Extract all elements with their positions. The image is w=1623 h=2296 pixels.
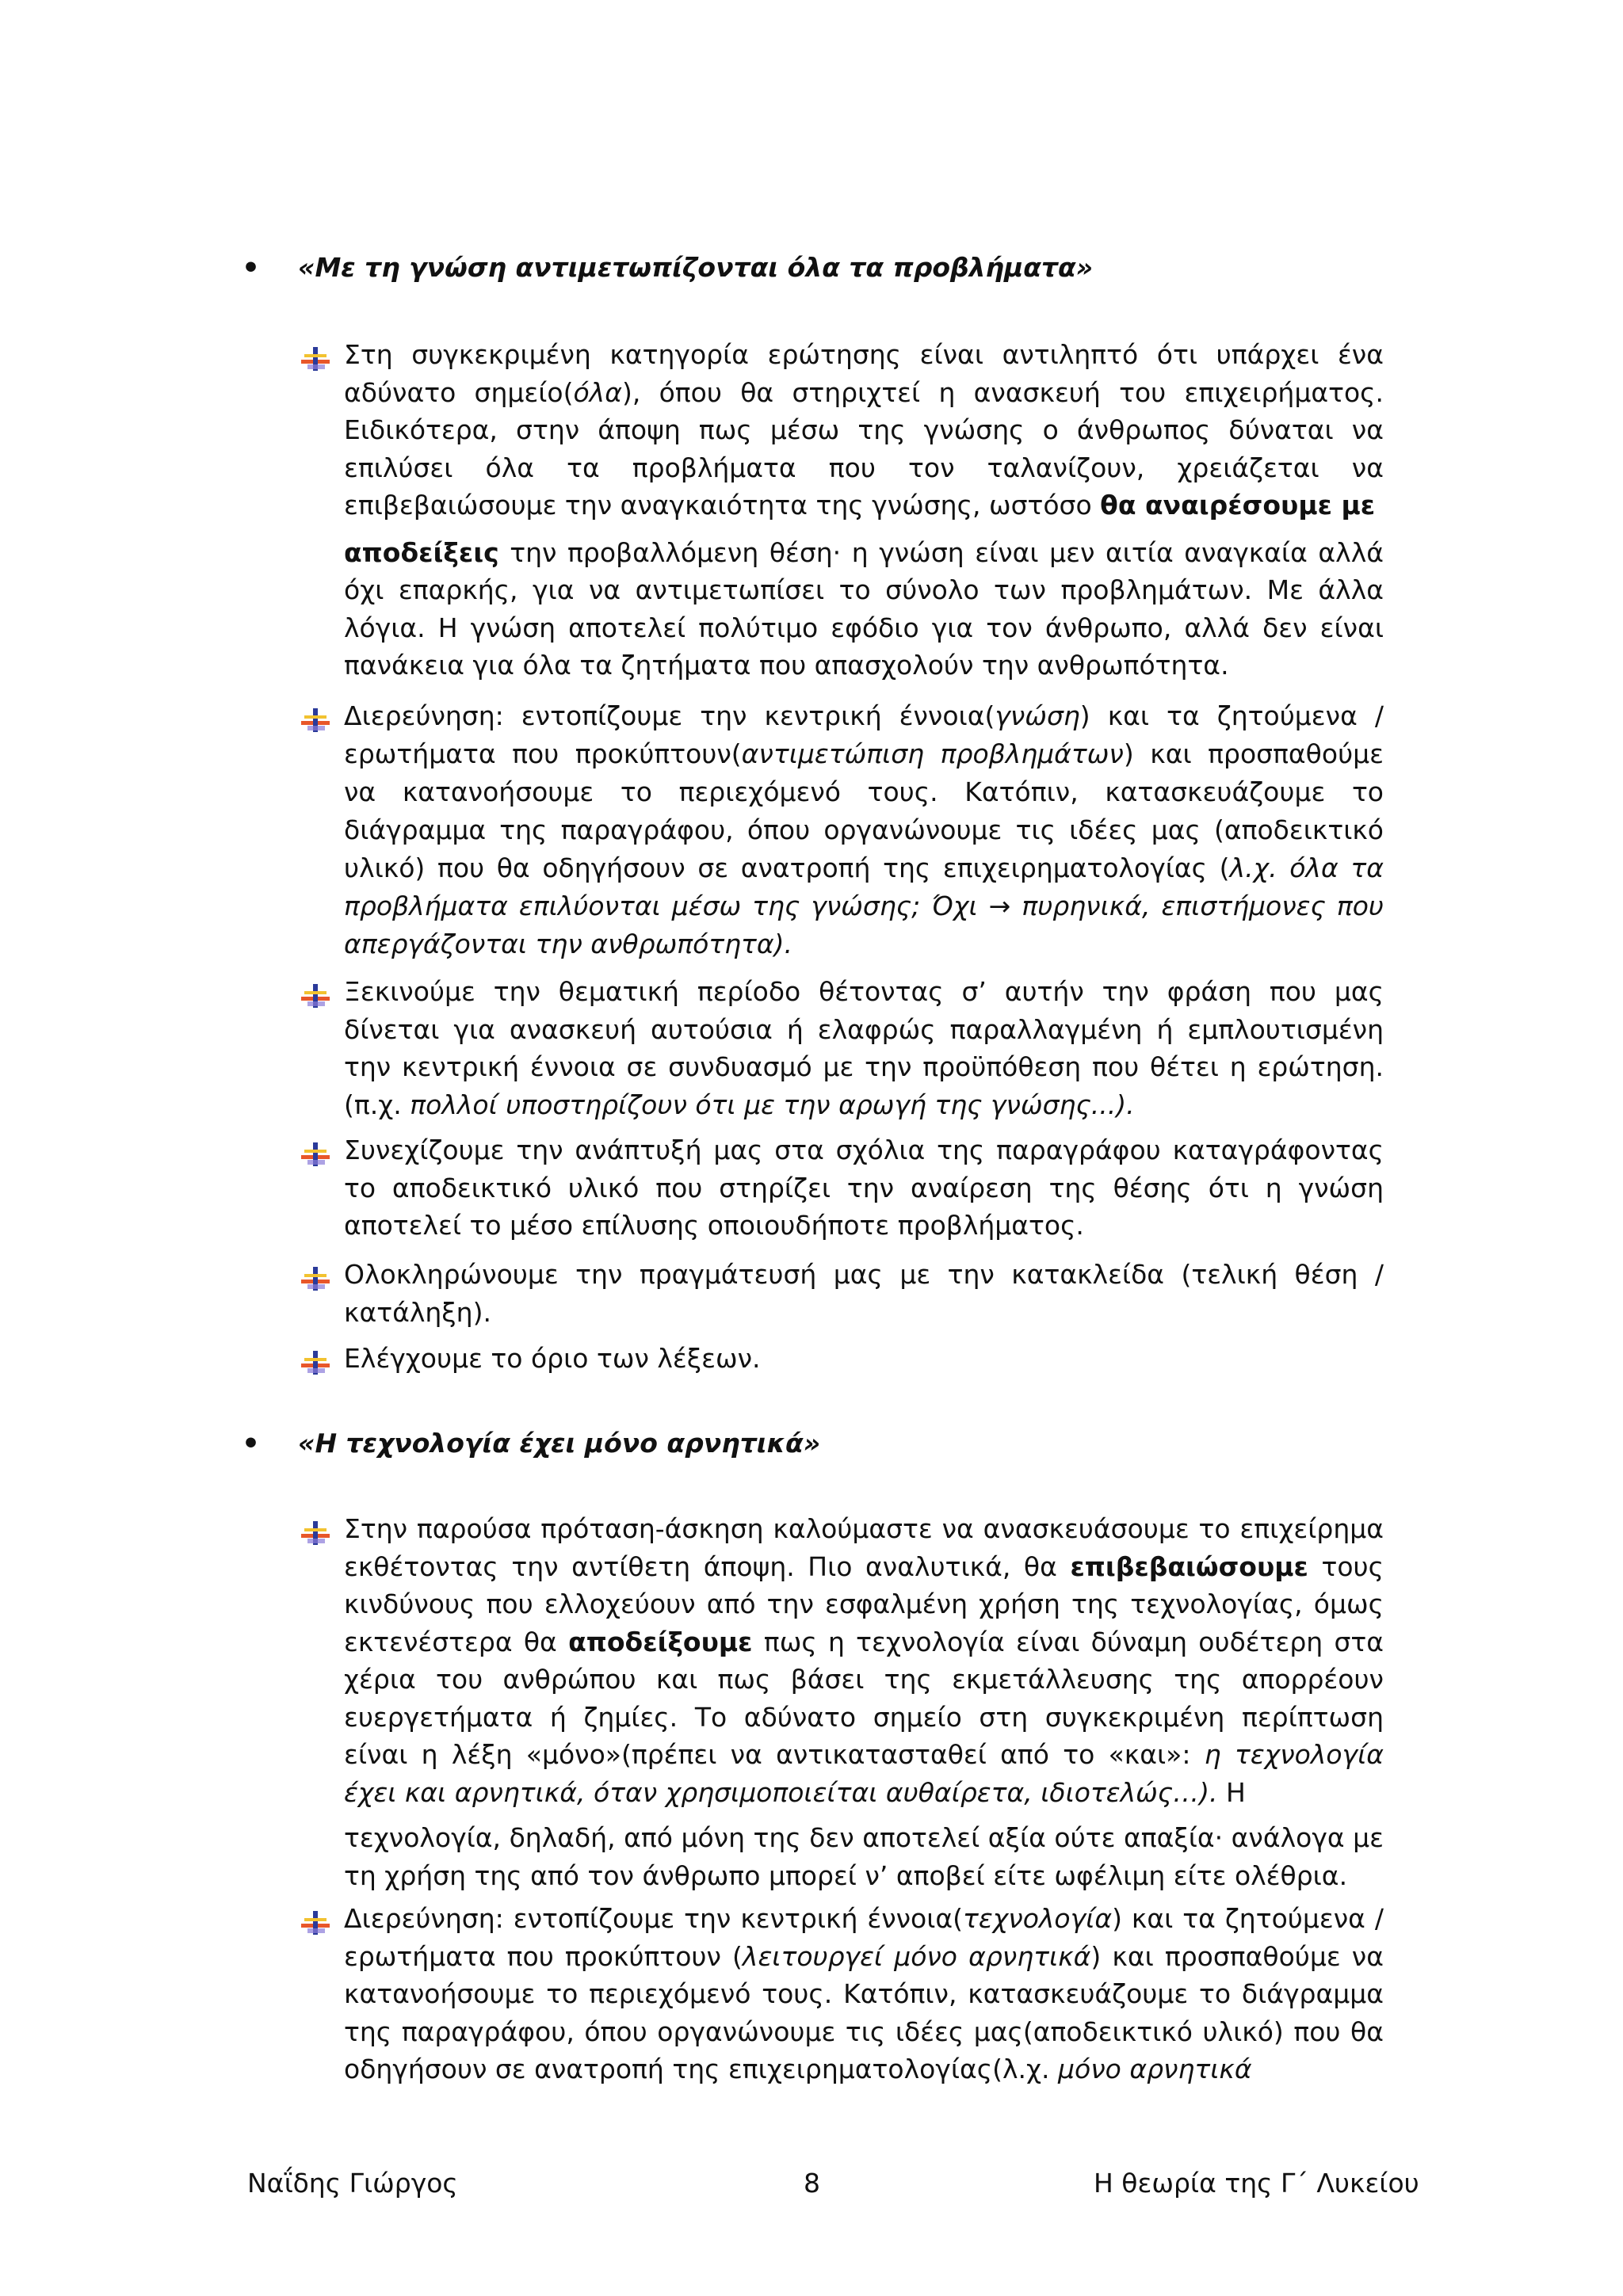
bullet-icon: • bbox=[242, 252, 261, 284]
arrow-right-icon: → bbox=[988, 891, 1011, 921]
page-number: 8 bbox=[804, 2168, 820, 2199]
pushpin-icon bbox=[300, 1520, 331, 1547]
pushpin-icon bbox=[300, 1265, 331, 1292]
pushpin-icon bbox=[300, 1909, 331, 1936]
footer-title: Η θεωρία της Γ΄ Λυκείου bbox=[1094, 2168, 1419, 2199]
bullet-icon: • bbox=[242, 1428, 261, 1460]
pushpin-icon bbox=[300, 1349, 331, 1376]
pushpin-icon bbox=[300, 345, 331, 372]
footer-author: Ναΐδης Γιώργος bbox=[247, 2168, 458, 2199]
pushpin-icon bbox=[300, 707, 331, 734]
pushpin-icon bbox=[300, 1141, 331, 1168]
pushpin-icon bbox=[300, 982, 331, 1009]
